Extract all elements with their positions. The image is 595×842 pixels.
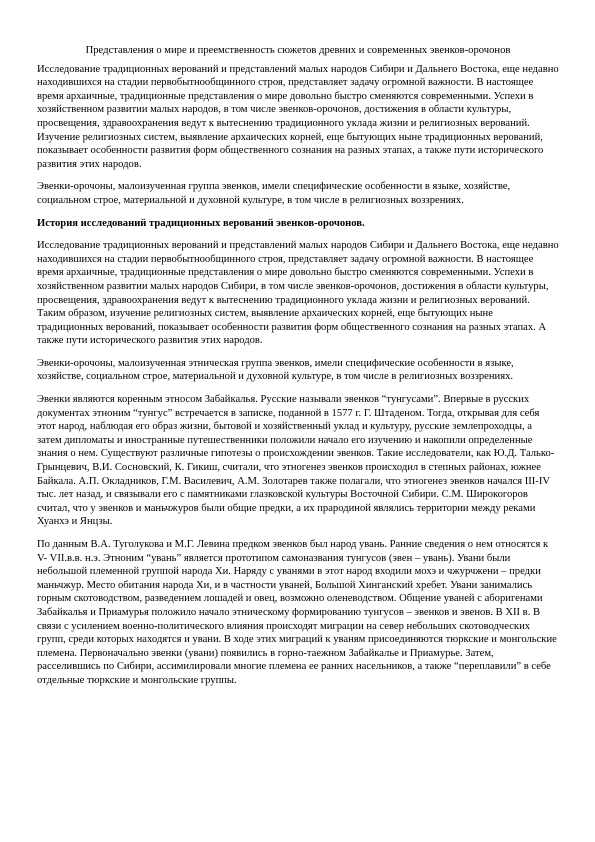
document-page <box>37 44 559 697</box>
intro-paragraph: Эвенки-орочоны, малоизученная группа эвенков, имели специфические особенности в языке, хозяйстве, социальном строе, материальной и духовной культуре, в том числе в религиозных воззрениях. <box>37 181 511 206</box>
section-paragraph: По данным В.А. Туголукова и М.Г. Левина предком эвенков был народ увань. Ранние сведения о нем относятся к V- VII.в.в. н.э. Этноним “увань” является прототипом самоназвания тунгусов (эвен – увань). Увани были небольшой племенной группой народа Хи. Наряду с уванями в этот народ входили мохэ и чжурчжени – предки маньчжур. Место обитания народа Хи, и в частности уваней, Большой Хинганский хребет. Увани занимались горным скотоводством, разведением лошадей и овец, возможно оленеводством. Общение уваней с аборигенами Забайкалья и Приамурья положило начало этническому формированию тунгусов – эвенков и эвенов. В XII в. В связи с усилением военно-политического влияния происходят миграции на север небольших скотоводческих групп, среди которых находятся и увани. В ходе этих миграций к уваням присоединяются тюркские и монгольские племена. Первоначально эвенки (увани) появились в горно-таежном Забайкалье и Приамурье. Затем, расселившись по Сибири, ассимилировали многие племена ее ранних насельников, а также “переплавили” в себе отдельные тюркские и монгольские группы. <box>37 539 557 686</box>
intro-paragraph: Исследование традиционных верований и представлений малых народов Сибири и Дальнего Востока, еще недавно находившихся на стадии первобытнообщинного строя, представляет задачу огромной важности. В настоящее время архаичные, традиционные представления о мире довольно быстро сменяются современными. Успехи в хозяйственном развитии малых народов, в том числе эвенков-орочонов, достижения в области культуры, просвещения, здравоохранения ведут к вытеснению традиционного уклада жизни и религиозных верований. Изучение религиозных систем, выявление архаических корней, еще бытующих ныне традиционных верований, показывает особенности развития форм общественного сознания на разных этапах, а также пути исторического развития этих народов. <box>37 63 559 170</box>
document-title: Представления о мире и преемственность сюжетов древних и современных эвенков-орочонов <box>85 45 511 56</box>
section-paragraph: Эвенки-орочоны, малоизученная этническая группа эвенков, имели специфические особенности в языке, хозяйстве, социальном строе, материальной и духовной культуре, в том числе в религиозных воззрениях. <box>37 357 514 383</box>
section-paragraph: Исследование традиционных верований и представлений малых народов Сибири и Дальнего Востока, еще недавно находившихся на стадии первобытнообщинного строя, представляет задачу огромной важности. В настоящее время архаичные, традиционные представления о мире довольно быстро сменяются современными. Успехи в хозяйственном развитии малых народов Сибири, в том числе эвенков-орочонов, достижения в области культуры, просвещения, здравоохранения ведут к вытеснению традиционного уклада жизни и религиозных верований. Таким образом, изучение религиозных систем, выявление архаических корней, еще бытующих ныне традиционных верований, показывает особенности развития форм общественного сознания на разных этапах. А также пути исторического развития этих народов. <box>37 240 559 347</box>
section-paragraph: Эвенки являются коренным этносом Забайкалья. Русские называли эвенков “тунгусами”. Впервые в русских документах этноним “тунгус” встречается в записке, поданной в 1577 г. Г. Штаденом. Тогда, открывая для себя этот народ, наблюдая его образ жизни, бытовой и хозяйственный уклад и культуру, русские землепроходцы, а затем дипломаты и иностранные путешественники положили начало его изучению и накопили определенные знания о нем. Существуют различные гипотезы о происхождении эвенков. Такие исследователи, как Ю.Д. Талько-Грынцевич, В.И. Сосновский, К. Гикиш, считали, что этногенез эвенков происходил в степных районах, южнее Байкала. А.П. Окладников, Г.М. Василевич, А.М. Золотарев также полагали, что этногенез эвенков начался III-IV тыс. лет назад, и связывали его с памятниками глазковской культуры Восточной Сибири. С.М. Широкогоров считал, что у эвенков и маньчжуров были общие предки, а их прародиной являлись территории между реками Хуанхэ и Янцзы. <box>37 394 555 528</box>
section-heading: История исследований традиционных верований эвенков-орочонов. <box>37 217 365 229</box>
